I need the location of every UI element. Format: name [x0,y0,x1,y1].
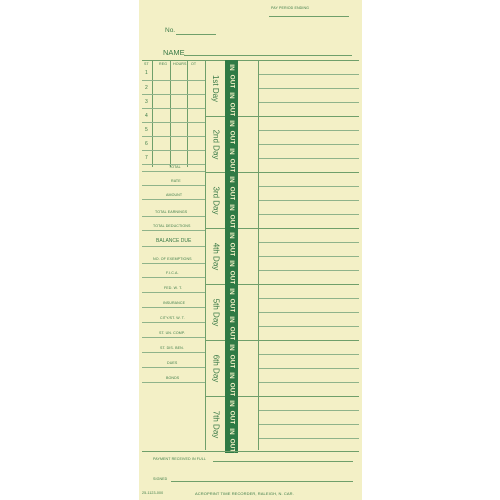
punch-out-cell: OUT [225,326,238,341]
day-label-1: 1st Day [211,74,221,102]
punch-in-cell: IN [225,312,238,327]
ruled-line [259,144,359,145]
day-label-2: 2nd Day [211,129,221,159]
punch-out-cell: OUT [225,354,238,369]
ruled-line [259,270,359,271]
punch-out-cell: OUT [225,186,238,201]
summary-total-earnings: TOTAL EARNINGS [155,210,188,214]
summary-balance-due: BALANCE DUE [156,238,192,244]
ruled-line [259,256,359,257]
ruled-line [259,74,359,75]
hours-row-line [142,80,205,81]
punch-out-cell: OUT [225,158,238,173]
ruled-line [259,158,359,159]
payment-received-label: PAYMENT RECEIVED IN FULL [153,457,206,461]
hours-header-ot: OT [191,62,197,66]
punch-out-cell: OUT [225,382,238,397]
ruled-line [259,438,359,439]
summary-line [142,367,205,368]
name-line [184,55,352,56]
summary-line [142,263,205,264]
punch-right-border [258,60,259,450]
punch-in-cell: IN [225,424,238,439]
punch-in-cell: IN [225,368,238,383]
number-line [176,34,216,35]
payment-line [213,461,353,462]
summary-insurance: INSURANCE [163,301,186,305]
summary-bonds: BONDS [166,376,180,380]
summary-line [142,199,205,200]
punch-out-cell: OUT [225,438,238,453]
summary-total-deductions: TOTAL DEDUCTIONS [153,224,191,228]
summary-city-st-wt: CITY/ST. W. T. [160,316,185,320]
summary-amount: AMOUNT [166,193,183,197]
hours-row-line [142,122,205,123]
hours-header-hours: HOURS [173,62,187,66]
publisher-text: ACROPRINT TIME RECORDER, RALEIGH, N. CAR. [195,491,294,496]
summary-total: TOTAL [169,165,181,169]
hours-row-line [142,136,205,137]
day-label-7: 7th Day [211,410,221,438]
ruled-line [259,130,359,131]
punch-in-cell: IN [225,340,238,355]
number-label: No. [165,27,176,34]
summary-line [142,352,205,353]
punch-out-cell: OUT [225,270,238,285]
hours-header-st: ST [144,62,149,66]
time-card [139,0,362,500]
punch-in-cell: IN [225,88,238,103]
punch-in-cell: IN [225,116,238,131]
ruled-line [259,424,359,425]
hours-divider-3 [187,60,188,167]
summary-line [142,322,205,323]
punch-in-cell: IN [225,60,238,75]
punch-out-cell: OUT [225,102,238,117]
hours-right-border [205,60,206,450]
punch-in-cell: IN [225,396,238,411]
ruled-line [259,186,359,187]
grid-bottom-border [142,451,359,452]
ruled-line [259,88,359,89]
punch-out-cell: OUT [225,130,238,145]
punch-out-cell: OUT [225,74,238,89]
summary-fed-wt: FED. W. T. [164,286,183,290]
day-label-4: 4th Day [211,242,221,270]
ruled-line [259,200,359,201]
summary-line [142,230,205,231]
ruled-line [259,214,359,215]
hours-divider-2 [170,60,171,167]
row-number: 3 [145,99,148,105]
pay-period-line [269,16,349,17]
punch-out-cell: OUT [225,298,238,313]
punch-out-cell: OUT [225,242,238,257]
grid-top-border [142,60,359,61]
row-number: 7 [145,155,148,161]
summary-line [142,277,205,278]
summary-fica: F.I.C.A. [166,271,179,275]
name-label: NAME [163,48,185,57]
day-label-6: 6th Day [211,354,221,382]
summary-dues: DUES [167,361,178,365]
ruled-line [259,326,359,327]
punch-in-cell: IN [225,228,238,243]
ruled-line [259,382,359,383]
row-number: 2 [145,85,148,91]
row-number: 4 [145,113,148,119]
ruled-line [259,242,359,243]
hours-row-line [142,108,205,109]
punch-out-cell: OUT [225,410,238,425]
hours-header-reg: REG [159,62,168,66]
punch-in-cell: IN [225,284,238,299]
day-label-3: 3rd Day [211,185,221,215]
hours-row-line [142,94,205,95]
ruled-line [259,102,359,103]
signed-label: SIGNED [153,477,168,481]
summary-rate: RATE [171,179,181,183]
hours-row-line [142,150,205,151]
summary-line [142,246,205,247]
day-label-5: 5th Day [211,298,221,326]
punch-in-cell: IN [225,144,238,159]
summary-st-un-comp: ST. UN. COMP. [159,331,185,335]
ruled-line [259,298,359,299]
row-number: 1 [145,70,148,76]
ruled-line [259,368,359,369]
ruled-line [259,312,359,313]
punch-out-cell: OUT [225,214,238,229]
punch-in-cell: IN [225,256,238,271]
row-number: 6 [145,141,148,147]
summary-line [142,171,205,172]
summary-line [142,337,205,338]
ruled-line [259,354,359,355]
summary-line [142,185,205,186]
punch-in-cell: IN [225,200,238,215]
row-number: 5 [145,127,148,133]
summary-line [142,292,205,293]
summary-line [142,382,205,383]
summary-line [142,216,205,217]
summary-exemptions: NO. OF EXEMPTIONS [153,257,192,261]
pay-period-ending-label: PAY PERIOD ENDING [271,6,310,10]
summary-line [142,307,205,308]
punch-in-cell: IN [225,172,238,187]
hours-divider-1 [152,60,153,167]
signature-line [171,481,353,482]
form-number: 25-1123-000 [142,491,164,495]
ruled-line [259,410,359,411]
summary-st-dis-ben: ST. DIS. BEN. [160,346,184,350]
